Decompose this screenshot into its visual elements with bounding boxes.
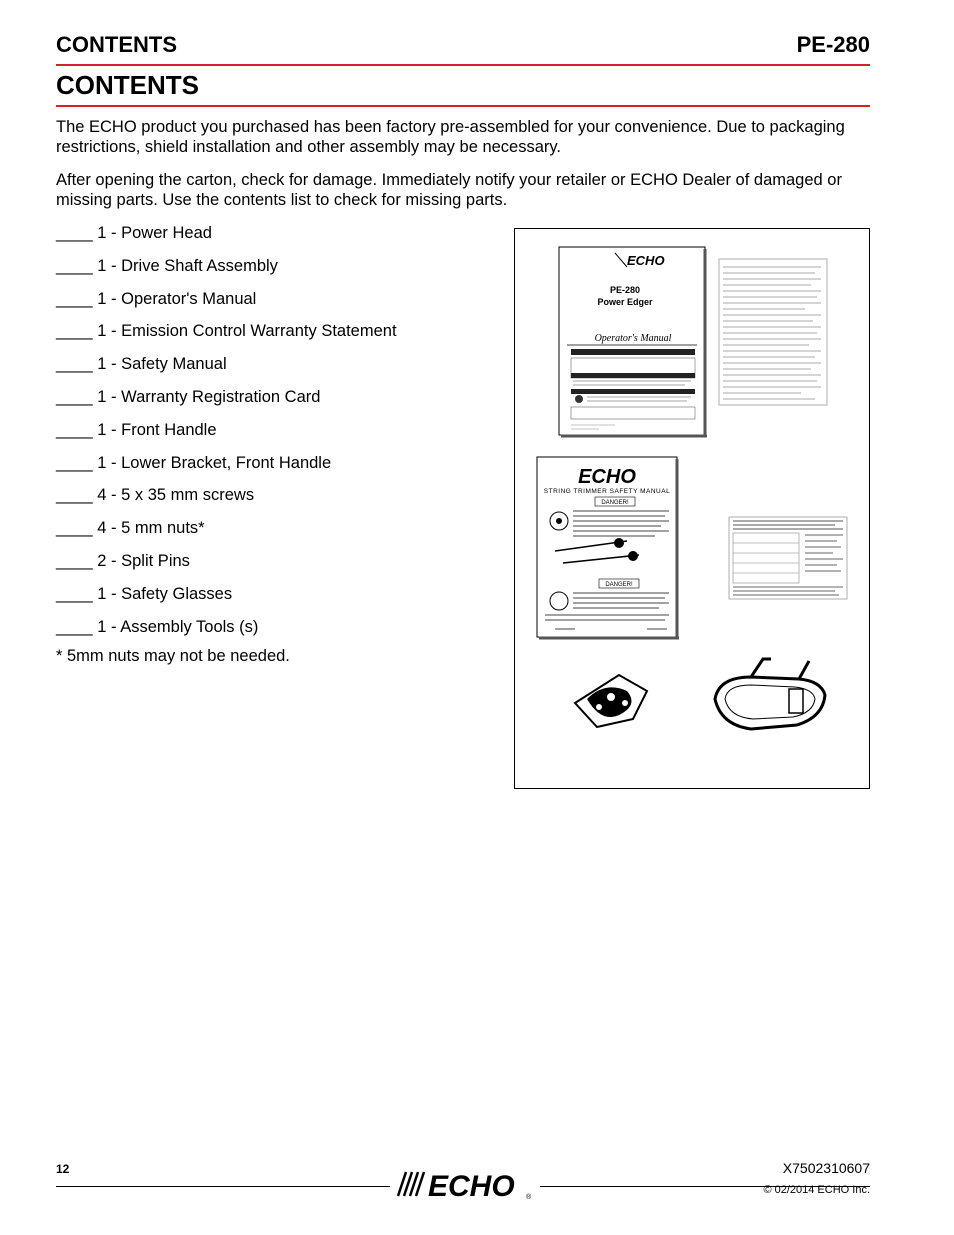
page-title: CONTENTS xyxy=(56,70,199,100)
echo-logo xyxy=(390,1166,540,1202)
footer-logo xyxy=(390,1166,540,1202)
safety-manual-illustration xyxy=(537,457,679,639)
list-item: ____ 2 - Split Pins xyxy=(56,551,190,570)
manual-product: Power Edger xyxy=(597,297,653,307)
list-item: ____ 1 - Emission Control Warranty Statement xyxy=(56,322,397,341)
danger-label-1: DANGER! xyxy=(601,500,629,506)
intro-paragraph-1: The ECHO product you purchased has been factory pre-assembled for your convenience. Due to packaging restrictions, shield installation and other assembly may be necessary. xyxy=(56,118,845,156)
list-item: ____ 4 - 5 mm nuts* xyxy=(56,519,205,538)
safety-manual-logo: ECHO xyxy=(578,466,636,488)
list-item: ____ 1 - Safety Manual xyxy=(56,355,227,374)
safety-glasses-illustration xyxy=(715,659,825,729)
contents-list xyxy=(56,222,397,648)
warranty-card-illustration xyxy=(729,517,847,599)
footer-copyright: © 02/2014 ECHO Inc. xyxy=(763,1184,870,1196)
assembly-tools-illustration xyxy=(575,675,647,727)
operators-manual-illustration xyxy=(559,247,707,437)
intro-paragraph-2: After opening the carton, check for damage. Immediately notify your retailer or ECHO Dealer of damaged or missing parts. Use the contents list to check for missing parts. xyxy=(56,171,842,209)
header-rule xyxy=(56,64,870,66)
list-item: ____ 1 - Lower Bracket, Front Handle xyxy=(56,453,332,472)
list-item: ____ 4 - 5 x 35 mm screws xyxy=(56,486,255,505)
manual-model: PE-280 xyxy=(609,285,641,295)
footer-part-number: X7502310607 xyxy=(782,1160,870,1176)
manual-title: Operator's Manual xyxy=(594,333,672,344)
contents-illustration xyxy=(515,229,869,788)
contents-figure xyxy=(514,228,870,789)
list-item: ____ 1 - Warranty Registration Card xyxy=(56,387,321,406)
header-model: PE-280 xyxy=(796,32,870,57)
warranty-statement-illustration xyxy=(719,259,827,405)
list-item: ____ 1 - Assembly Tools (s) xyxy=(56,617,259,636)
list-item: ____ 1 - Operator's Manual xyxy=(56,289,257,308)
footnote: * 5mm nuts may not be needed. xyxy=(56,647,290,665)
registered-mark: ® xyxy=(526,1194,532,1201)
list-item: ____ 1 - Drive Shaft Assembly xyxy=(56,256,278,275)
list-item: ____ 1 - Power Head xyxy=(56,224,212,242)
list-item: ____ 1 - Front Handle xyxy=(56,420,217,439)
danger-label-2: DANGER! xyxy=(605,582,633,588)
list-item: ____ 1 - Safety Glasses xyxy=(56,584,233,603)
safety-manual-title: STRING TRIMMER SAFETY MANUAL xyxy=(543,488,671,495)
footer-page-number: 12 xyxy=(56,1162,70,1176)
manual-logo: ECHO xyxy=(627,253,665,268)
footer-logo-text: ECHO xyxy=(428,1170,515,1202)
header-section-title: CONTENTS xyxy=(56,32,177,57)
title-rule xyxy=(56,105,870,107)
